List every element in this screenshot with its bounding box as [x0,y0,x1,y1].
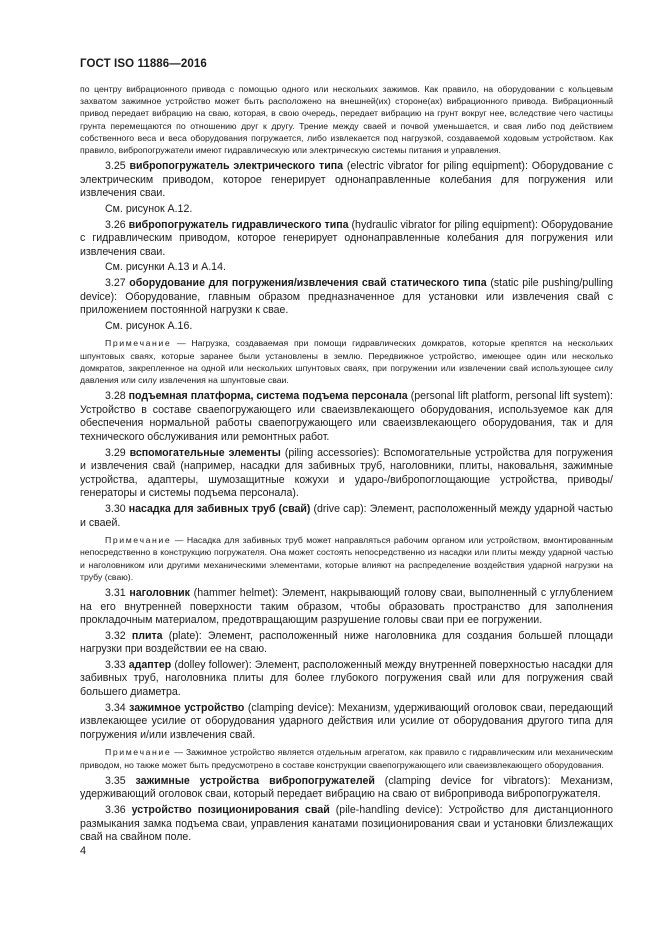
page-content [80,83,613,845]
note-label: Примечание [105,535,172,546]
term-3-33: 3.33 адаптер (dolley follower): Элемент, расположенный между внутренней поверхностью насадки для забивных труб, наголовника плиты для более глубокого погружения свай или для погружения свай большего диаметра. [80,658,613,699]
term-title: оборудование для погружения/извлечения свай статического типа [129,276,487,289]
see-figure: См. рисунок А.16. [105,319,193,332]
term-title: вибропогружатель электрического типа [129,160,343,173]
page-number: 4 [80,845,87,857]
term-title: адаптер [128,658,172,671]
term-3-31: 3.31 наголовник (hammer helmet): Элемент, накрывающий голову сваи, выполненный с углублением на его внутренней поверхности таким образом, чтобы образовать пространство для заполнения прокладочным материалом, предотвращающим разрушение головы сваи при ее погружении. [80,586,614,627]
term-title: наголовник [129,586,190,599]
term-title: вибропогружатель гидравлического типа [128,218,349,231]
term-3-32: 3.32 плита (plate): Элемент, расположенный ниже наголовника для создания большей площади нагрузки при воздействии ее на сваю. [80,629,613,656]
note: Примечание — Нагрузка, создаваемая при помощи гидравлических домкратов, которые крепятся на нескольких шпунтовых сваях, которые заранее были установлены в землю. Передвижное устройство, имеющее один или несколько домкратов, закрепленное на одной или нескольких шпунтовых сваях, при погружении или извлечении свай использующее силу давления или силу извлечения на шпунтовые сваи. [80,338,613,385]
term-3-34: 3.34 зажимное устройство (clamping device): Механизм, удерживающий оголовок сваи, передающий извлекающее усилие от оборудования ударного действия или усилие от оборудования другого типа для погружения и/или извлечения свай. [80,701,614,741]
term-3-36: 3.36 устройство позиционирования свай (pile-handling device): Устройство для дистанционного размыкания замка подъема сваи, управления канатами позиционирования сваи и установки близлежащих свай на свайном поле. [80,804,614,844]
term-3-26: 3.26 вибропогружатель гидравлического типа (hydraulic vibrator for piling equipment): Оборудование с гидравлическим приводом, которое генерирует однонаправленные колебания для погружения или извлечения сваи. [80,218,613,258]
note-label: Примечание [105,338,172,349]
note: Примечание — Насадка для забивных труб может направляться рабочим органом или устройством, вмонтированным непосредственно в конструкцию погружателя. Она может состоять непосредственно из насадки или плиты между ударной частью и наголовником или другими механическими элементами, которые влияют на распределение воздействия ударной нагрузки на трубу (сваю). [80,535,613,582]
term-3-35: 3.35 зажимные устройства вибропогружателей (clamping device for vibrators): Механизм, удерживающий оголовок сваи, который передает вибрацию на сваю от вибропривода вибропогружателя. [80,774,613,801]
note: Примечание — Зажимное устройство является отдельным агрегатом, как правило с гидравлическим или механическим приводом, но также может быть предусмотрено в составе конструкции сваепогружающего или сваеизвлекающего оборудования. [80,747,613,770]
term-title: устройство позиционирования свай [131,804,330,817]
page-header: ГОСТ ISO 11886—2016 [80,58,207,70]
term-title: зажимные устройства вибропогружателей [135,774,375,787]
term-title: подъемная платформа, система подъема персонала [128,390,408,403]
term-3-30: 3.30 насадка для забивных труб (свай) (drive cap): Элемент, расположенный между ударной частью и сваей. [80,502,613,529]
term-3-29: 3.29 вспомогательные элементы (piling accessories): Вспомогательные устройства для погружения и извлечения свай (например, насадки для забивных труб, наголовники, плиты, наковальня, зажимные устройства, адаптеры, шумозащитные кожухи и ударо-/вибропоглощающие устройства, приводы/генераторы и системы подъема персонала). [80,446,613,500]
note-label: Примечание [105,747,172,758]
term-3-27: 3.27 оборудование для погружения/извлечения свай статического типа (static pile pushing/pulling device): Оборудование, главным образом предназначенное для установки или извлечения свай с приложением постоянной нагрузки к свае. [80,276,613,317]
term-title: зажимное устройство [129,701,245,714]
intro-paragraph: по центру вибрационного привода с помощью одного или нескольких зажимов. Как правило, на оборудовании с кольцевым захватом зажимное устройство может быть расположено на внешней(их) стороне(ах) вибрационного привода. Вибрационный привод передает вибрацию на сваю, которая, в свою очередь, передает вибрацию на грунт вокруг нее, вследствие чего частицы грунта перемещаются по отношению друг к другу. Трение между сваей и почвой уменьшается, и свая либо под действием собственного веса и веса оборудования погружается, либо извлекается под нагрузкой, создаваемой ходовым устройством. Как правило, вибропогружатели имеют гидравлическую или электрическую системы питания и управления. [80,84,613,156]
term-title: плита [131,629,163,642]
see-figure: См. рисунок А.12. [105,203,193,215]
term-3-25: 3.25 вибропогружатель электрического типа (electric vibrator for piling equipment): Оборудование с электрическим приводом, которое генерирует однонаправленные колебания для погружения или извлечения сваи. [80,160,614,200]
term-3-28: 3.28 подъемная платформа, система подъема персонала (personal lift platform, personal lift system): Устройство в составе сваепогружающего или сваеизвлекающего оборудования, используемое как для обеспечения нормальной работы сваепогружающего или сваеизвлекающего оборудования, так и для технического обслуживания или ремонтных работ. [80,390,613,443]
term-title: насадка для забивных труб (свай) [128,502,311,515]
see-figure: См. рисунки А.13 и А.14. [105,261,226,274]
term-title: вспомогательные элементы [129,446,281,459]
